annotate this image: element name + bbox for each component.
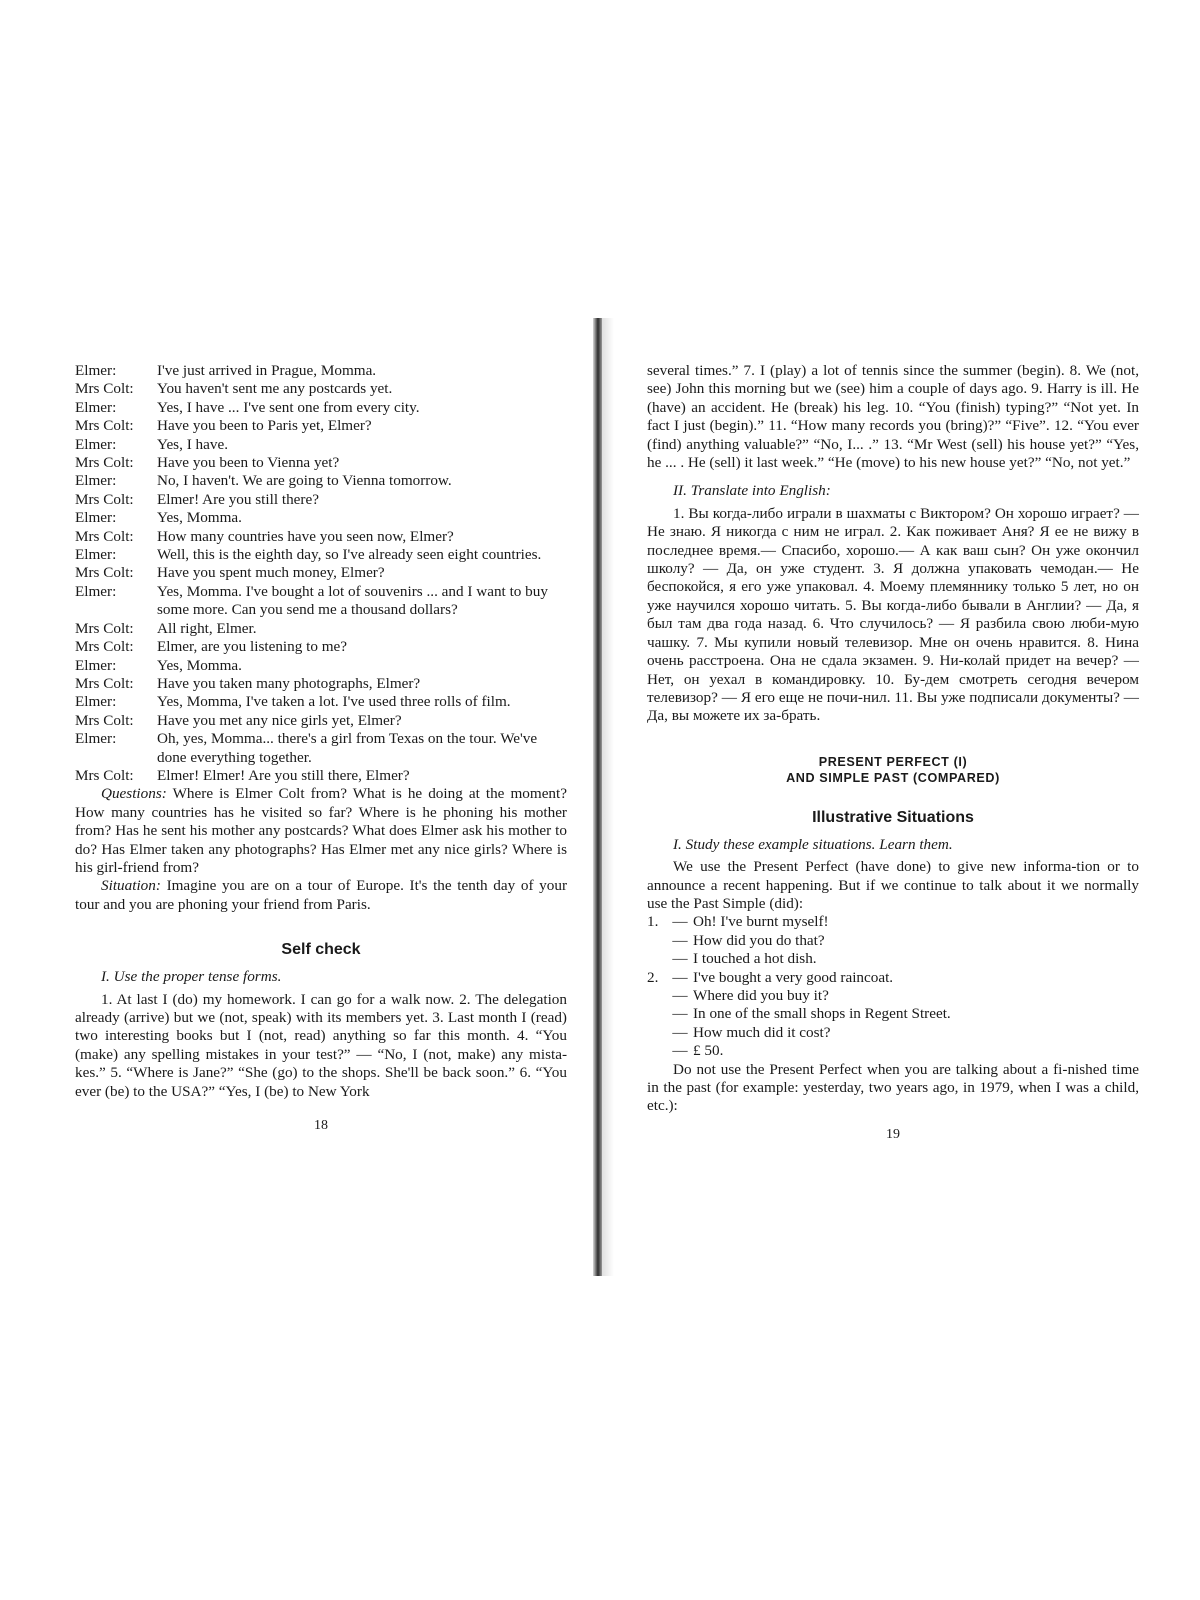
speech-text: No, I haven't. We are going to Vienna tomorrow. [157, 472, 452, 490]
exercise1-heading: I. Use the proper tense forms. [101, 968, 282, 986]
dialogue-line [75, 509, 567, 527]
speaker-name: Elmer: [75, 546, 117, 564]
exercise3-heading: I. Study these example situations. Learn them. [673, 835, 953, 853]
speaker-name: Elmer: [75, 582, 117, 600]
situation-paragraph [75, 877, 567, 914]
dialogue-line [75, 454, 567, 472]
intro-text: We use the Present Perfect (have done) to give new informa-tion or to announce a recent happening. But if we continue to talk about it we normally use the Past Simple (did): [647, 858, 1139, 912]
example-text: How much did it cost? [693, 1023, 831, 1041]
questions-label: Questions: [101, 785, 167, 803]
speech-text: You haven't sent me any postcards yet. [157, 380, 393, 398]
speech-text: Have you been to Paris yet, Elmer? [157, 417, 372, 435]
speech-text: Have you taken many photographs, Elmer? [157, 674, 421, 692]
right-page [647, 362, 1139, 1144]
speech-text: Elmer, are you listening to me? [157, 638, 348, 656]
speech-text: Elmer! Elmer! Are you still there, Elmer? [157, 766, 410, 784]
dialogue-line [75, 436, 567, 454]
speech-text: Yes, Momma, I've taken a lot. I've used three rolls of film. [157, 693, 511, 711]
speaker-name: Elmer: [75, 472, 117, 490]
example-number [647, 1005, 667, 1023]
dialogue-line [75, 362, 567, 380]
example-number [647, 932, 667, 950]
dash-mark: — [672, 931, 688, 949]
speech-text: Yes, I have ... I've sent one from every city. [157, 398, 420, 416]
example-text: How did you do that? [693, 931, 825, 949]
example-text: In one of the small shops in Regent Street. [693, 1005, 951, 1023]
dialogue-line [75, 583, 567, 620]
example-line [647, 969, 1139, 987]
self-check-heading: Self check [281, 941, 361, 959]
speech-text: All right, Elmer. [157, 619, 257, 637]
speech-text: Elmer! Are you still there? [157, 490, 319, 508]
speech-text: How many countries have you seen now, Elmer? [157, 527, 454, 545]
exercise2-heading: II. Translate into English: [673, 482, 831, 500]
example-line [647, 1005, 1139, 1023]
example-number [647, 1024, 667, 1042]
dash-mark: — [672, 950, 688, 968]
speaker-name: Elmer: [75, 656, 117, 674]
dialogue-line [75, 693, 567, 711]
exercise2-text: 1. Вы когда-либо играли в шахматы с Виктором? Он хорошо играет? — Не знаю. Я никогда с ним не играл. 2. Как поживает Аня? Я ее не вижу в последнее время.— Спасибо, хорошо.— А как ваш сын? Он уже окончил школу? — Да, он уже студент. 3. Я должна упаковать чемодан.— Не беспокойся, я его уже упаковал. 4. Моему племяннику только 5 лет, но он уже научился хорошо читать. 5. Вы когда-либо бывали в Англии? — Да, я был там два года назад. 6. Что случилось? — Я разбила свою люби-мую чашку. 7. Мы купили новый телевизор. Мне он очень нравится. 8. Нина очень расстроена. Она не сдала экзамен. 9. Ни-колай придет на вечер? — Нет, он уехал в командировку. 10. Бу-дем смотреть сегодня вечером телевизор? — Я его еще не почи-нил. 11. Вы уже подписали документы? — Да, вы можете их за-брать. [647, 504, 1139, 725]
dialogue [75, 362, 567, 785]
speaker-name: Elmer: [75, 730, 117, 748]
dialogue-line [75, 417, 567, 435]
continued-exercise-text: several times.” 7. I (play) a lot of tennis since the summer (begin). 8. We (not, see) John this morning but we (see) him a couple of days ago. 9. Harry is ill. He (have) an accident. He (break) his leg. 10. “You (finish) typing?” “Not yet. In fact I just (begin).” 11. “How many records you (bring)?” “Five”. 12. “You ever (find) anything valuable?” “No, I... .” 13. “Mr West (sell) his house yet?” “Yes, he ... . He (sell) it last week.” “He (move) to his new house yet?” “No, not yet.” [647, 362, 1139, 472]
speaker-name: Mrs Colt: [75, 380, 134, 398]
speaker-name: Mrs Colt: [75, 454, 134, 472]
dash-mark: — [672, 968, 688, 986]
example-line [647, 950, 1139, 968]
example-number: 2. [647, 968, 659, 986]
illustrative-heading: Illustrative Situations [812, 808, 974, 826]
example-line [647, 1024, 1139, 1042]
example-text: £ 50. [693, 1042, 724, 1060]
section-title-line2: AND SIMPLE PAST (COMPARED) [786, 770, 1000, 785]
speaker-name: Mrs Colt: [75, 490, 134, 508]
speech-text: Oh, yes, Momma... there's a girl from Texas on the tour. We've done everything together. [157, 730, 538, 766]
dialogue-line [75, 712, 567, 730]
dialogue-line [75, 620, 567, 638]
example-number [647, 1042, 667, 1060]
dialogue-line [75, 638, 567, 656]
dash-mark: — [672, 913, 688, 931]
example-list [647, 913, 1139, 1060]
dialogue-line [75, 546, 567, 564]
speech-text: Yes, Momma. [157, 509, 242, 527]
dialogue-line [75, 491, 567, 509]
speaker-name: Elmer: [75, 398, 117, 416]
dash-mark: — [672, 1005, 688, 1023]
speaker-name: Mrs Colt: [75, 527, 134, 545]
example-line [647, 987, 1139, 1005]
speech-text: Have you spent much money, Elmer? [157, 564, 385, 582]
questions-paragraph [75, 785, 567, 877]
left-page [75, 362, 567, 1135]
speaker-name: Elmer: [75, 509, 117, 527]
dash-mark: — [672, 1042, 688, 1060]
example-number [647, 950, 667, 968]
speech-text: Yes, I have. [157, 435, 229, 453]
speaker-name: Mrs Colt: [75, 619, 134, 637]
dialogue-line [75, 399, 567, 417]
section-title-line1: PRESENT PERFECT (I) [818, 754, 968, 769]
closing-text: Do not use the Present Perfect when you are talking about a fi-nished time in the past (for example: yesterday, two years ago, in 1979, when I was a child, etc.): [647, 1060, 1139, 1115]
example-line [647, 1042, 1139, 1060]
speech-text: Have you been to Vienna yet? [157, 454, 340, 472]
speaker-name: Mrs Colt: [75, 711, 134, 729]
questions-text: Where is Elmer Colt from? What is he doing at the moment? How many countries has he visited so far? Where is he phoning his mother from? Has he sent his mother any postcards? What does Elmer ask his mother to do? Has Elmer taken any photographs? Has Elmer met any nice girls? Where is his girl-friend from? [75, 785, 567, 876]
page-number-right: 19 [886, 1126, 900, 1142]
example-text: I've bought a very good raincoat. [693, 968, 894, 986]
exercise1-text: 1. At last I (do) my homework. I can go for a walk now. 2. The delegation already (arrive) but we (not, speak) with its members yet. 3. Last month I (read) two interesting books but I (not, read) anything so far this month. 4. “You (make) any spelling mistakes in your test?” — “No, I (not, make) any mista-kes.” 5. “Where is Jane?” “She (go) to the shops. She'll be back soon.” 6. “You ever (be) to the USA?” “Yes, I (be) to New York [75, 990, 567, 1100]
speech-text: Yes, Momma. [157, 656, 242, 674]
speaker-name: Elmer: [75, 435, 117, 453]
gutter-shadow [602, 318, 614, 1276]
speaker-name: Mrs Colt: [75, 564, 134, 582]
speaker-name: Elmer: [75, 693, 117, 711]
speaker-name: Mrs Colt: [75, 766, 134, 784]
example-text: I touched a hot dish. [693, 950, 817, 968]
speaker-name: Mrs Colt: [75, 638, 134, 656]
dash-mark: — [672, 986, 688, 1004]
speaker-name: Mrs Colt: [75, 674, 134, 692]
example-line [647, 913, 1139, 931]
dialogue-line [75, 472, 567, 490]
speech-text: Yes, Momma. I've bought a lot of souvenirs ... and I want to buy some more. Can you send me a thousand dollars? [157, 582, 548, 619]
speaker-name: Mrs Colt: [75, 417, 134, 435]
example-line [647, 932, 1139, 950]
dialogue-line [75, 657, 567, 675]
example-text: Oh! I've burnt myself! [693, 913, 829, 931]
dialogue-line [75, 675, 567, 693]
dash-mark: — [672, 1023, 688, 1041]
situation-label: Situation: [101, 877, 161, 895]
speech-text: Well, this is the eighth day, so I've already seen eight countries. [157, 546, 542, 564]
page-number-left: 18 [314, 1118, 328, 1134]
dialogue-line [75, 730, 567, 767]
speech-text: Have you met any nice girls yet, Elmer? [157, 711, 402, 729]
speaker-name: Elmer: [75, 362, 117, 379]
situation-text: Imagine you are on a tour of Europe. It's the tenth day of your tour and you are phoning your friend from Paris. [75, 877, 568, 913]
example-text: Where did you buy it? [693, 986, 829, 1004]
book-gutter [593, 318, 602, 1276]
example-number: 1. [647, 913, 659, 931]
example-number [647, 987, 667, 1005]
dialogue-line [75, 564, 567, 582]
dialogue-line [75, 528, 567, 546]
dialogue-line [75, 767, 567, 785]
speech-text: I've just arrived in Prague, Momma. [157, 362, 377, 379]
dialogue-line [75, 380, 567, 398]
